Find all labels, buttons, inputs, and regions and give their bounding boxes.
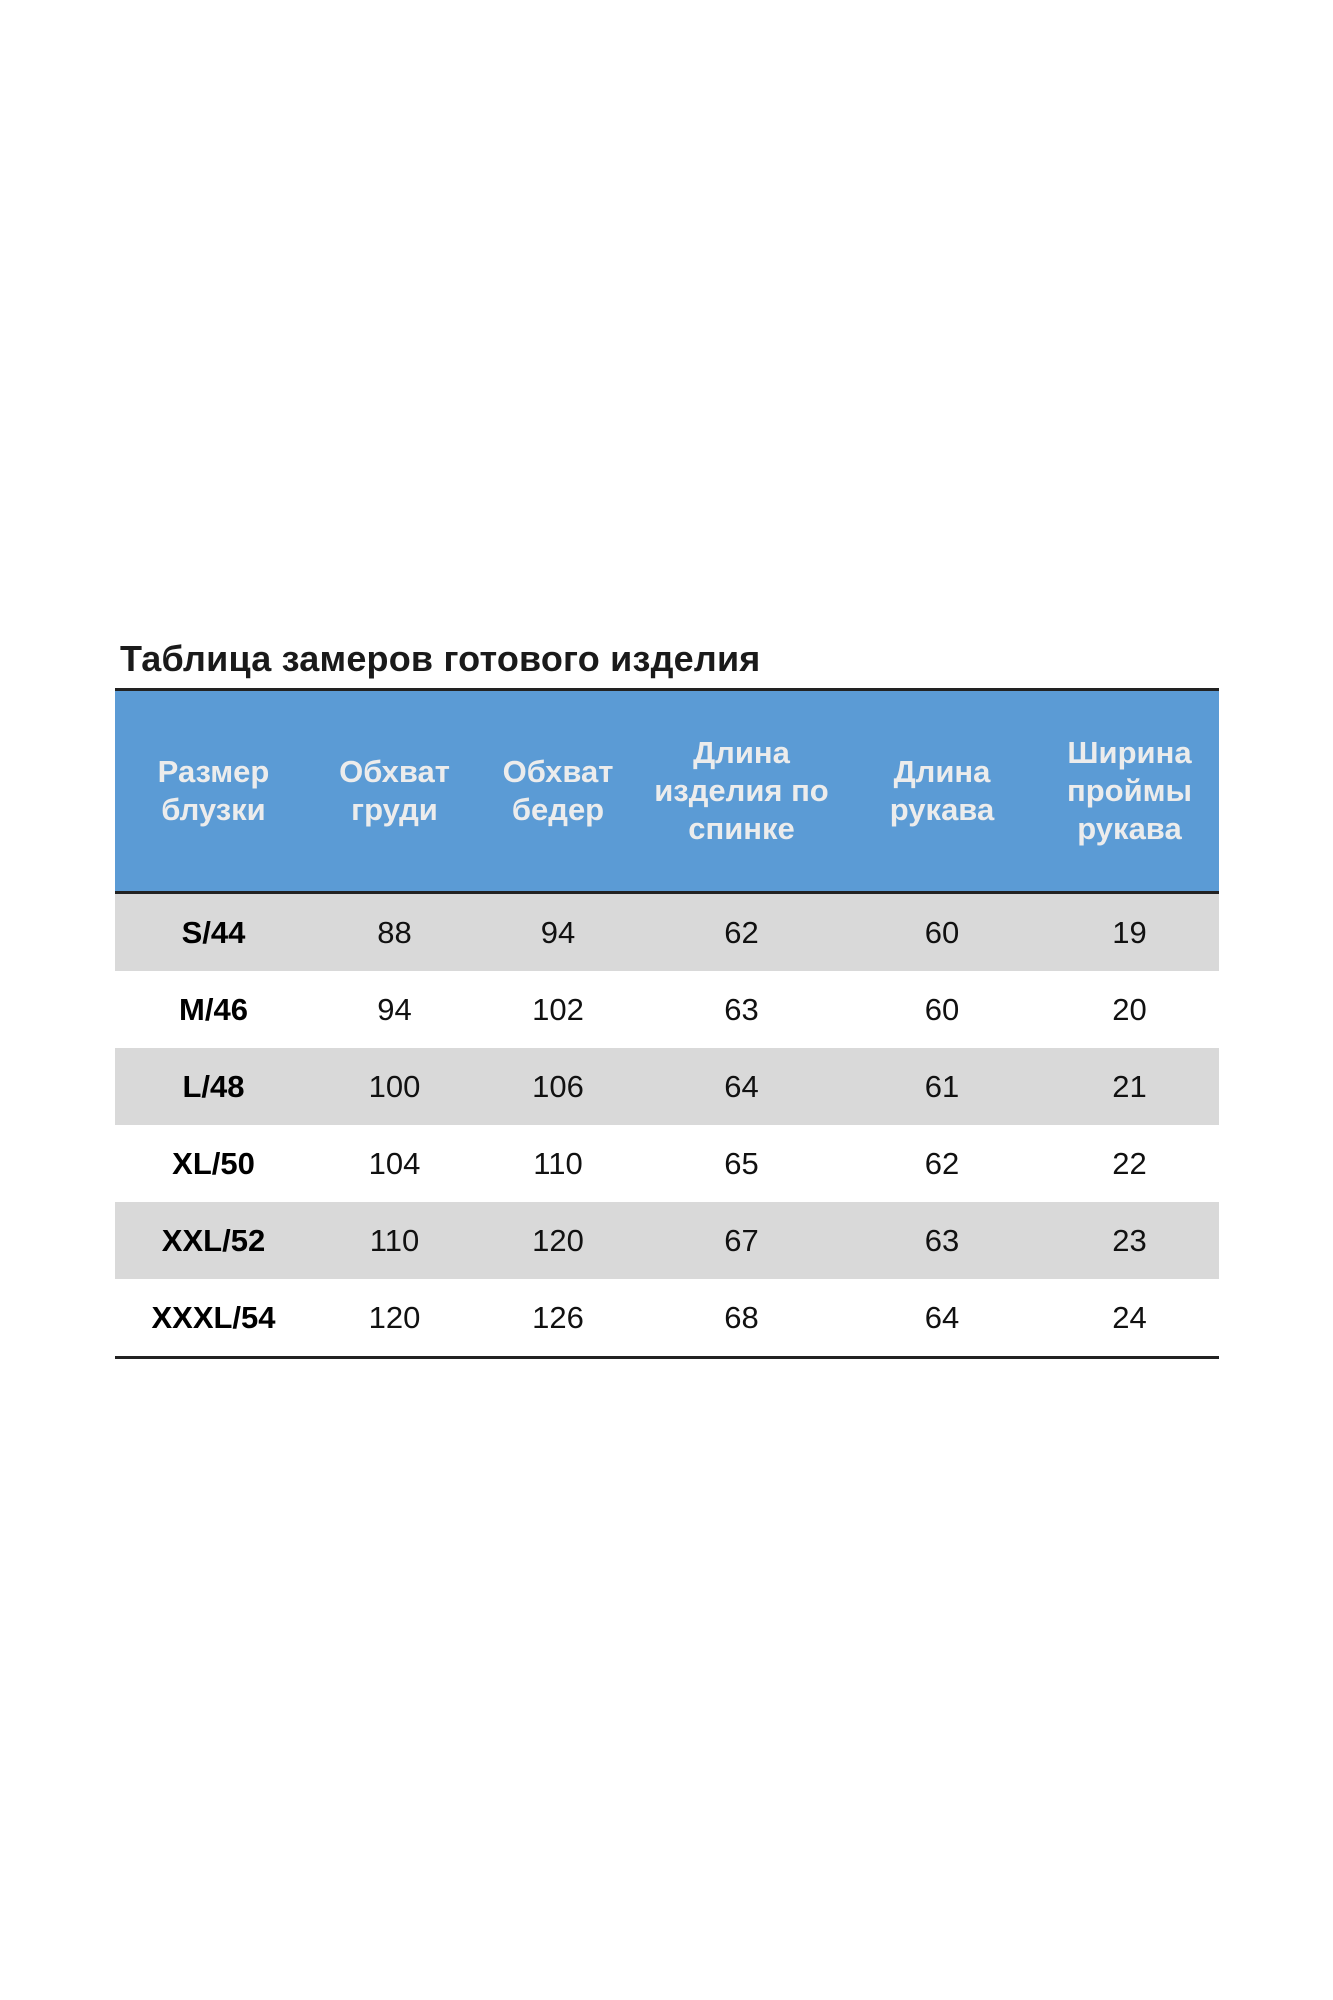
header-row: [115, 690, 1219, 893]
table-cell: 22: [1040, 1125, 1219, 1202]
header-line: изделия по: [654, 773, 829, 808]
page-title: Таблица замеров готового изделия: [120, 638, 761, 679]
table-body: [115, 893, 1219, 1358]
table-cell: 62: [639, 893, 844, 972]
table-cell: 120: [477, 1202, 639, 1279]
table-cell: 63: [844, 1202, 1040, 1279]
header-line: Обхват: [502, 754, 614, 789]
table-cell: 60: [844, 971, 1040, 1048]
table-cell: 64: [639, 1048, 844, 1125]
table-cell: 65: [639, 1125, 844, 1202]
table-cell: 110: [312, 1202, 477, 1279]
table-cell: 94: [312, 971, 477, 1048]
table-cell: 88: [312, 893, 477, 972]
header-line: Ширина: [1067, 735, 1192, 770]
header-line: рукава: [1077, 811, 1182, 846]
table-row: [115, 971, 1219, 1048]
header-line: Размер: [157, 754, 270, 789]
header-hips: [477, 690, 639, 893]
table-cell: 67: [639, 1202, 844, 1279]
size-cell: L/48: [115, 1048, 312, 1125]
header-line: Длина: [893, 754, 991, 789]
header-armhole-width: [1040, 690, 1219, 893]
table-cell: 126: [477, 1279, 639, 1358]
size-cell: S/44: [115, 893, 312, 972]
header-sleeve-length: [844, 690, 1040, 893]
size-table: [115, 688, 1219, 1359]
size-cell: XXXL/54: [115, 1279, 312, 1358]
header-line: спинке: [688, 811, 795, 846]
table-cell: 61: [844, 1048, 1040, 1125]
table-cell: 68: [639, 1279, 844, 1358]
header-chest: [312, 690, 477, 893]
header-line: проймы: [1066, 773, 1193, 808]
header-line: груди: [351, 792, 438, 827]
table-cell: 64: [844, 1279, 1040, 1358]
table-cell: 62: [844, 1125, 1040, 1202]
table-cell: 102: [477, 971, 639, 1048]
table-row: [115, 893, 1219, 972]
table-cell: 60: [844, 893, 1040, 972]
table-cell: 100: [312, 1048, 477, 1125]
header-line: Длина: [693, 735, 790, 770]
size-cell: XXL/52: [115, 1202, 312, 1279]
table-cell: 106: [477, 1048, 639, 1125]
table-cell: 23: [1040, 1202, 1219, 1279]
header-line: Обхват: [339, 754, 450, 789]
header-line: бедер: [511, 792, 605, 827]
table-cell: 24: [1040, 1279, 1219, 1358]
table-row: [115, 1048, 1219, 1125]
size-cell: XL/50: [115, 1125, 312, 1202]
table-cell: 63: [639, 971, 844, 1048]
size-cell: M/46: [115, 971, 312, 1048]
table-row: [115, 1125, 1219, 1202]
table-cell: 120: [312, 1279, 477, 1358]
table-cell: 94: [477, 893, 639, 972]
header-size: [115, 690, 312, 893]
header-line: рукава: [889, 792, 995, 827]
header-line: блузки: [161, 792, 266, 827]
table-cell: 20: [1040, 971, 1219, 1048]
table-row: [115, 1279, 1219, 1358]
header-back-length: [639, 690, 844, 893]
table-header: [115, 690, 1219, 893]
table-cell: 21: [1040, 1048, 1219, 1125]
table-cell: 110: [477, 1125, 639, 1202]
table-cell: 19: [1040, 893, 1219, 972]
table-row: [115, 1202, 1219, 1279]
table-cell: 104: [312, 1125, 477, 1202]
